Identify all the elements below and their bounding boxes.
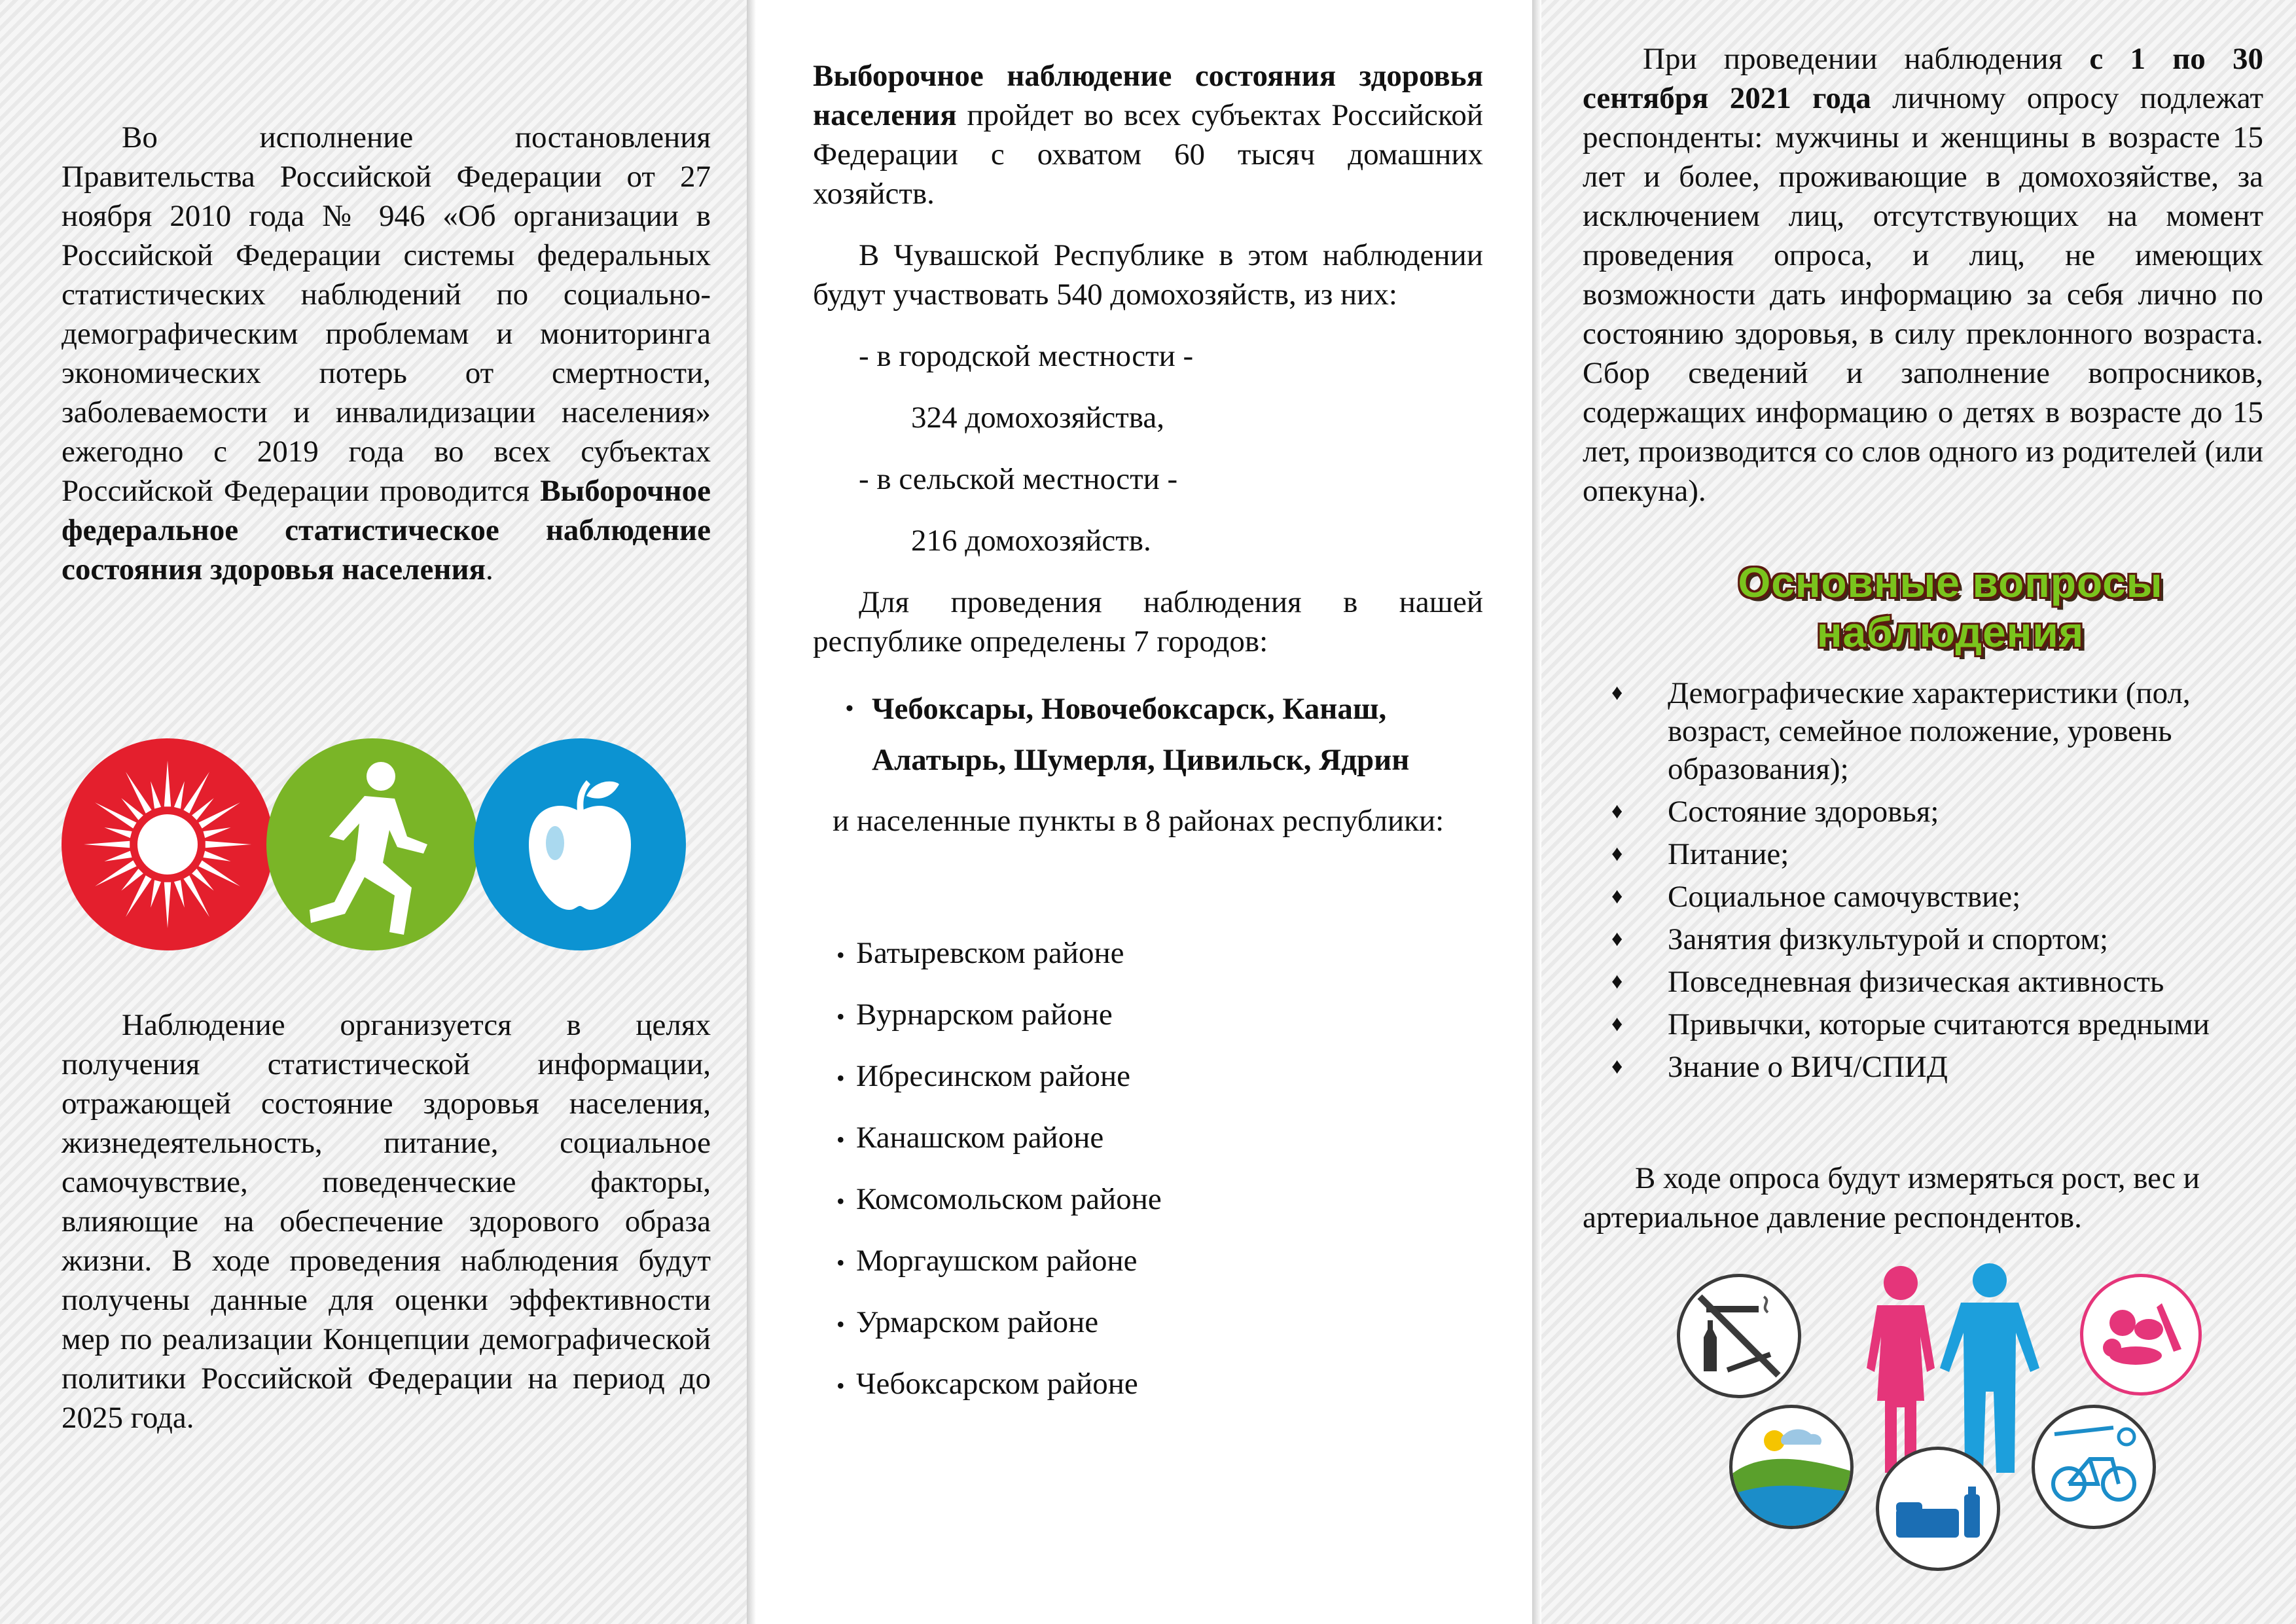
question-text: Знание о ВИЧ/СПИД: [1668, 1050, 1948, 1084]
question-text: Демографические характеристики (пол, возраст, семейное положение, уровень образования);: [1668, 676, 2191, 786]
sun-ray: [104, 851, 132, 861]
sun-ray: [164, 761, 171, 806]
middle-p1-text: пройдет во всех субъектах Российской Федерации с охватом 60 тысяч домашних хозяйств.: [813, 98, 1483, 211]
district-label: Канашском районе: [856, 1121, 1104, 1155]
question-item: [1611, 963, 2272, 1001]
sun-ray: [174, 781, 185, 808]
sun-ray: [203, 851, 230, 861]
measurements-paragraph: В ходе опроса будут измеряться рост, вес и артериальное давление респондентов.: [1583, 1161, 2200, 1235]
middle-paragraph-4: и населенные пункты в 8 районах республики:: [833, 804, 1444, 838]
bullet-icon: •: [836, 1003, 845, 1030]
bullet-icon: •: [836, 942, 845, 968]
sun-ray: [174, 880, 185, 907]
question-text: Состояние здоровья;: [1668, 795, 1939, 829]
question-item: [1611, 674, 2272, 788]
bullet-icon: •: [836, 1373, 845, 1399]
middle-paragraph-3: Для проведения наблюдения в нашей республике определены 7 городов:: [813, 585, 1483, 659]
diamond-bullet-icon: ♦: [1611, 842, 1623, 866]
question-item: [1611, 835, 2272, 873]
intro-period: .: [485, 552, 493, 586]
no-smoking-drinking-icon: [1677, 1274, 1801, 1398]
sun-ray: [84, 841, 130, 848]
cities-text: Чебоксары, Новочебоксарск, Канаш, Алатырь, Шумерля, Цивильск, Ядрин: [872, 692, 1410, 777]
fold-line: [1532, 0, 1541, 1624]
middle-text-block: [813, 56, 1483, 840]
sun-ray: [151, 880, 161, 907]
sun-circle: [62, 738, 274, 950]
district-item: [836, 1118, 1103, 1159]
left-intro-paragraph: [62, 118, 711, 589]
intro-bold-title: Выборочное федеральное статистическое наблюдение состояния здоровья населения: [62, 474, 711, 586]
middle-paragraph-1: [813, 56, 1483, 213]
diamond-bullet-icon: ♦: [1611, 1012, 1623, 1036]
question-text: Питание;: [1668, 837, 1789, 871]
sun-ray: [151, 781, 161, 808]
sun-ray: [104, 827, 132, 838]
urban-label: - в городской местности -: [859, 339, 1194, 373]
sun-ray: [206, 841, 251, 848]
diamond-bullet-icon: ♦: [1611, 884, 1623, 909]
district-label: Комсомольском районе: [856, 1182, 1162, 1216]
question-text: Привычки, которые считаются вредными: [1668, 1007, 2210, 1041]
sun-icon: [62, 738, 274, 950]
urban-value: 324 домохозяйства,: [911, 401, 1164, 435]
district-label: Моргаушском районе: [856, 1244, 1138, 1278]
question-item: [1611, 1048, 2272, 1086]
question-item: [1611, 1005, 2272, 1043]
diamond-bullet-icon: ♦: [1611, 927, 1623, 951]
bullet-icon: •: [836, 1188, 845, 1214]
food-icon: [2080, 1274, 2202, 1396]
diamond-bullet-icon: ♦: [1611, 969, 1623, 994]
bullet-icon: •: [836, 1250, 845, 1276]
apple-circle: [474, 738, 686, 950]
question-item: [1611, 878, 2272, 916]
question-text: Повседневная физическая активность: [1668, 965, 2164, 999]
bullet-icon: •: [846, 696, 853, 721]
bicycle-icon: [2032, 1405, 2156, 1529]
district-label: Ибресинском районе: [856, 1059, 1130, 1093]
left-purpose-paragraph: Наблюдение организуется в целях получения статистической информации, отражающей состояние здоровья населения, жизнедеятельность, питание, социальное самочувствие, поведенческие факторы, влияющие на обеспечение здорового образа жизни. В ходе проведения наблюдения будут получены данные для оценки эффективности мер по реализации Концепции демографической политики Российской Федерации на период до 2025 года.: [62, 1008, 711, 1435]
district-item: [836, 1364, 1138, 1405]
district-item: [836, 933, 1124, 975]
bullet-icon: •: [836, 1127, 845, 1153]
district-item: [836, 1241, 1138, 1282]
heading-line-1: Основные вопросы: [1738, 559, 2163, 606]
questions-list: [1611, 674, 2272, 1091]
right-intro-start: При проведении наблюдения: [1643, 42, 2090, 76]
middle-paragraph-2: В Чувашской Республике в этом наблюдении будут участвовать 540 домохозяйств, из них:: [813, 238, 1483, 312]
landscape-icon: [1729, 1405, 1854, 1529]
questions-heading: [1676, 558, 2225, 657]
right-intro-paragraph: [1583, 39, 2263, 511]
runner-icon: [266, 738, 478, 950]
heading-line-2: наблюдения: [1816, 609, 2085, 656]
district-item: [836, 1180, 1162, 1221]
sun-ray: [164, 882, 171, 928]
diamond-bullet-icon: ♦: [1611, 681, 1623, 705]
district-label: Чебоксарском районе: [856, 1367, 1138, 1401]
question-text: Социальное самочувствие;: [1668, 880, 2021, 914]
bullet-icon: •: [836, 1065, 845, 1091]
district-label: Батыревском районе: [856, 936, 1124, 970]
question-item: [1611, 920, 2272, 958]
rural-label: - в сельской местности -: [859, 462, 1178, 496]
cities-list: [846, 683, 1483, 785]
diamond-bullet-icon: ♦: [1611, 799, 1623, 823]
runner-circle: [266, 738, 478, 950]
bullet-icon: •: [836, 1311, 845, 1337]
intro-text: Во исполнение постановления Правительства Российской Федерации от 27 ноября 2010 года № 946 «Об организации в Российской Федерации системы федеральных статистических наблюдений по социально-демографическим проблемам и мониторинга экономических потерь от смертности, заболеваемости и инвалидизации населения» ежегодно с 2019 года во всех субъектах Российской Федерации проводится: [62, 120, 711, 508]
district-label: Урмарском районе: [856, 1305, 1099, 1339]
diamond-bullet-icon: ♦: [1611, 1055, 1623, 1079]
right-intro-rest: личному опросу подлежат респонденты: мужчины и женщины в возрасте 15 лет и более, проживающие в домохозяйстве, за исключением лиц, отсутствующих на момент проведения опроса, и лиц, не имеющих возможности дать информацию за себя лично по состоянию здоровья, в силу преклонного возраста. Сбор сведений и заполнение вопросников, содержащих информацию о детях в возрасте до 15 лет, производится со слов одного из родителей (или опекуна).: [1583, 81, 2263, 508]
bed-icon: [1876, 1447, 2000, 1571]
question-text: Занятия физкультурой и спортом;: [1668, 922, 2109, 956]
sun-ray: [203, 827, 230, 838]
rural-value: 216 домохозяйств.: [911, 524, 1151, 558]
fold-line: [747, 0, 756, 1624]
middle-bold-title: Выборочное наблюдение состояния здоровья населения: [813, 59, 1483, 132]
survey-dates: с 1 по 30 сентября 2021 года: [1583, 42, 2263, 115]
district-label: Вурнарском районе: [856, 998, 1113, 1032]
district-item: [836, 995, 1113, 1036]
apple-icon: [474, 738, 686, 950]
district-item: [836, 1303, 1098, 1344]
district-item: [836, 1056, 1130, 1098]
question-item: [1611, 793, 2272, 831]
